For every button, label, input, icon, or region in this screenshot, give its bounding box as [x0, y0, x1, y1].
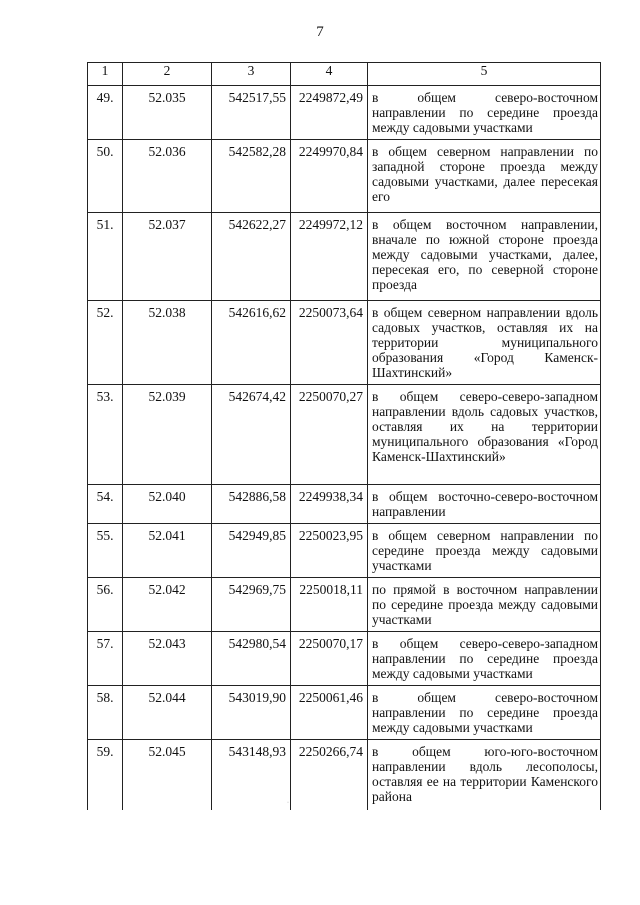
row-number: 50. [88, 140, 123, 213]
table-row [88, 578, 601, 632]
coordinate-y: 2249970,84 [291, 140, 368, 213]
point-id: 52.043 [123, 632, 212, 686]
coordinate-y: 2250070,17 [291, 632, 368, 686]
direction-description: в общем северном направлении по середине проезда между садовыми участками [368, 524, 601, 578]
table-row [88, 385, 601, 485]
direction-description: в общем северо-северо-западном направлении вдоль садовых участков, оставляя их на территории муниципального образования «Город Каменск-Шахтинский» [368, 385, 601, 485]
point-id: 52.042 [123, 578, 212, 632]
direction-description: в общем северном направлении по западной стороне проезда между садовыми участками, далее пересекая его [368, 140, 601, 213]
column-header-4: 4 [291, 63, 368, 86]
row-number: 55. [88, 524, 123, 578]
table-row [88, 632, 601, 686]
point-id: 52.037 [123, 213, 212, 301]
table-row [88, 524, 601, 578]
row-number: 58. [88, 686, 123, 740]
table-row [88, 485, 601, 524]
row-number: 56. [88, 578, 123, 632]
row-number: 53. [88, 385, 123, 485]
coordinate-y: 2250070,27 [291, 385, 368, 485]
row-number: 52. [88, 301, 123, 385]
direction-description: в общем восточном направлении, вначале по южной стороне проезда между садовыми участками, далее, пересекая его, по северной стороне проезда [368, 213, 601, 301]
boundary-points-table [87, 62, 601, 810]
table-row [88, 213, 601, 301]
row-number: 51. [88, 213, 123, 301]
coordinate-x: 542517,55 [212, 86, 291, 140]
direction-description: в общем северном направлении вдоль садовых участков, оставляя их на территории муниципального образования «Город Каменск-Шахтинский» [368, 301, 601, 385]
table-row [88, 686, 601, 740]
point-id: 52.041 [123, 524, 212, 578]
direction-description: в общем восточно-северо-восточном направлении [368, 485, 601, 524]
direction-description: в общем северо-восточном направлении по середине проезда между садовыми участками [368, 86, 601, 140]
coordinate-y: 2249938,34 [291, 485, 368, 524]
table-header-row [88, 63, 601, 86]
column-header-5: 5 [368, 63, 601, 86]
coordinate-x: 543019,90 [212, 686, 291, 740]
page-number: 7 [316, 24, 324, 40]
coordinate-x: 543148,93 [212, 740, 291, 810]
point-id: 52.040 [123, 485, 212, 524]
direction-description: в общем юго-юго-восточном направлении вдоль лесополосы, оставляя ее на территории Каменского района [368, 740, 601, 810]
table-row [88, 140, 601, 213]
coordinate-x: 542674,42 [212, 385, 291, 485]
coordinate-y: 2250266,74 [291, 740, 368, 810]
direction-description: в общем северо-северо-западном направлении по середине проезда между садовыми участками [368, 632, 601, 686]
point-id: 52.036 [123, 140, 212, 213]
row-number: 49. [88, 86, 123, 140]
point-id: 52.035 [123, 86, 212, 140]
point-id: 52.044 [123, 686, 212, 740]
coordinate-x: 542980,54 [212, 632, 291, 686]
direction-description: в общем северо-восточном направлении по середине проезда между садовыми участками [368, 686, 601, 740]
coordinate-y: 2250018,11 [291, 578, 368, 632]
coordinate-x: 542582,28 [212, 140, 291, 213]
point-id: 52.038 [123, 301, 212, 385]
column-header-3: 3 [212, 63, 291, 86]
coordinate-x: 542616,62 [212, 301, 291, 385]
coordinate-x: 542622,27 [212, 213, 291, 301]
coordinate-x: 542949,85 [212, 524, 291, 578]
direction-description: по прямой в восточном направлении по середине проезда между садовыми участками [368, 578, 601, 632]
column-header-2: 2 [123, 63, 212, 86]
row-number: 59. [88, 740, 123, 810]
row-number: 54. [88, 485, 123, 524]
table-row [88, 86, 601, 140]
coordinate-y: 2250073,64 [291, 301, 368, 385]
coordinate-y: 2250061,46 [291, 686, 368, 740]
coordinate-x: 542886,58 [212, 485, 291, 524]
table-row [88, 740, 601, 810]
table-row [88, 301, 601, 385]
column-header-1: 1 [88, 63, 123, 86]
row-number: 57. [88, 632, 123, 686]
scan-speck: · [287, 800, 289, 806]
coordinate-x: 542969,75 [212, 578, 291, 632]
point-id: 52.045 [123, 740, 212, 810]
coordinate-y: 2250023,95 [291, 524, 368, 578]
point-id: 52.039 [123, 385, 212, 485]
coordinate-y: 2249972,12 [291, 213, 368, 301]
coordinate-y: 2249872,49 [291, 86, 368, 140]
